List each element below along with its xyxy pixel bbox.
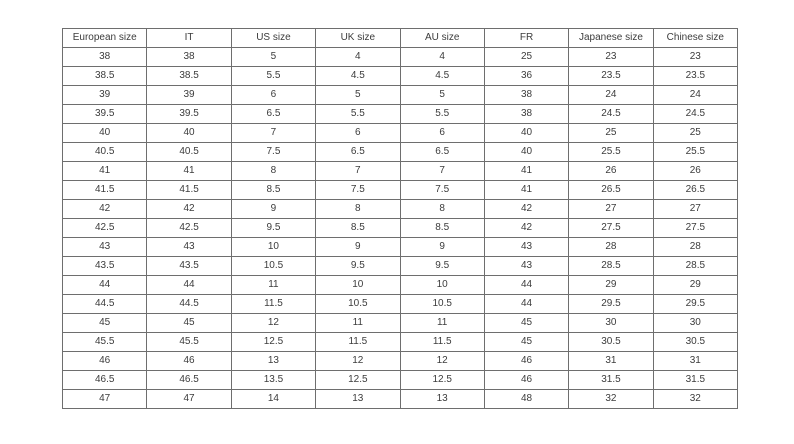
table-cell: 43.5 — [147, 257, 231, 276]
table-cell: 30 — [569, 314, 653, 333]
table-cell: 6.5 — [316, 143, 400, 162]
table-cell: 12.5 — [316, 371, 400, 390]
table-cell: 38.5 — [147, 67, 231, 86]
table-cell: 26 — [569, 162, 653, 181]
table-cell: 9.5 — [316, 257, 400, 276]
table-cell: 45 — [484, 333, 568, 352]
table-row — [63, 143, 738, 162]
column-header: European size — [63, 29, 147, 48]
table-cell: 40 — [484, 143, 568, 162]
table-cell: 25 — [569, 124, 653, 143]
table-cell: 41 — [63, 162, 147, 181]
table-cell: 7.5 — [400, 181, 484, 200]
table-cell: 26.5 — [569, 181, 653, 200]
table-row — [63, 124, 738, 143]
table-row — [63, 390, 738, 409]
table-cell: 28.5 — [653, 257, 737, 276]
table-cell: 28 — [653, 238, 737, 257]
table-cell: 9.5 — [231, 219, 315, 238]
table-cell: 45 — [484, 314, 568, 333]
table-cell: 46.5 — [63, 371, 147, 390]
table-cell: 5 — [231, 48, 315, 67]
table-cell: 31 — [653, 352, 737, 371]
table-cell: 30.5 — [653, 333, 737, 352]
table-row — [63, 276, 738, 295]
table-cell: 8.5 — [400, 219, 484, 238]
table-cell: 13.5 — [231, 371, 315, 390]
table-cell: 4.5 — [316, 67, 400, 86]
table-cell: 8.5 — [231, 181, 315, 200]
table-cell: 39 — [63, 86, 147, 105]
table-cell: 29 — [653, 276, 737, 295]
table-cell: 25 — [484, 48, 568, 67]
table-row — [63, 67, 738, 86]
table-cell: 7 — [231, 124, 315, 143]
table-cell: 5.5 — [231, 67, 315, 86]
table-cell: 24.5 — [653, 105, 737, 124]
table-cell: 6 — [400, 124, 484, 143]
table-cell: 5.5 — [400, 105, 484, 124]
table-cell: 12.5 — [231, 333, 315, 352]
table-row — [63, 181, 738, 200]
column-header: Chinese size — [653, 29, 737, 48]
table-cell: 48 — [484, 390, 568, 409]
size-conversion-table — [62, 28, 738, 409]
table-cell: 7 — [316, 162, 400, 181]
table-cell: 32 — [569, 390, 653, 409]
table-cell: 14 — [231, 390, 315, 409]
table-cell: 10 — [316, 276, 400, 295]
table-cell: 11 — [231, 276, 315, 295]
table-cell: 44 — [63, 276, 147, 295]
table-row — [63, 314, 738, 333]
table-row — [63, 48, 738, 67]
table-head — [63, 29, 738, 48]
table-cell: 11.5 — [316, 333, 400, 352]
table-cell: 6.5 — [400, 143, 484, 162]
table-row — [63, 105, 738, 124]
table-cell: 11.5 — [400, 333, 484, 352]
table-cell: 39.5 — [147, 105, 231, 124]
table-cell: 4 — [400, 48, 484, 67]
table-cell: 45 — [147, 314, 231, 333]
column-header: IT — [147, 29, 231, 48]
table-cell: 40.5 — [147, 143, 231, 162]
table-cell: 9 — [316, 238, 400, 257]
table-cell: 25.5 — [569, 143, 653, 162]
table-row — [63, 238, 738, 257]
table-cell: 43 — [147, 238, 231, 257]
table-cell: 46 — [147, 352, 231, 371]
table-cell: 42.5 — [147, 219, 231, 238]
table-cell: 42 — [484, 219, 568, 238]
table-row — [63, 86, 738, 105]
table-cell: 32 — [653, 390, 737, 409]
table-cell: 46 — [484, 352, 568, 371]
table-cell: 47 — [63, 390, 147, 409]
table-cell: 13 — [231, 352, 315, 371]
table-cell: 42 — [484, 200, 568, 219]
table-cell: 12 — [400, 352, 484, 371]
table-cell: 40 — [484, 124, 568, 143]
table-cell: 5.5 — [316, 105, 400, 124]
table-cell: 29.5 — [653, 295, 737, 314]
table-cell: 7.5 — [316, 181, 400, 200]
table-cell: 26 — [653, 162, 737, 181]
table-cell: 13 — [400, 390, 484, 409]
table-cell: 8.5 — [316, 219, 400, 238]
table-cell: 41 — [484, 162, 568, 181]
table-cell: 42 — [63, 200, 147, 219]
table-cell: 26.5 — [653, 181, 737, 200]
table-cell: 41 — [147, 162, 231, 181]
column-header: AU size — [400, 29, 484, 48]
table-cell: 6 — [231, 86, 315, 105]
table-cell: 40.5 — [63, 143, 147, 162]
table-cell: 46 — [63, 352, 147, 371]
column-header: US size — [231, 29, 315, 48]
table-cell: 12.5 — [400, 371, 484, 390]
table-cell: 10 — [231, 238, 315, 257]
table-cell: 38 — [484, 86, 568, 105]
table-cell: 27 — [653, 200, 737, 219]
table-cell: 25.5 — [653, 143, 737, 162]
table-cell: 42.5 — [63, 219, 147, 238]
table-cell: 43.5 — [63, 257, 147, 276]
table-cell: 11.5 — [231, 295, 315, 314]
table-cell: 36 — [484, 67, 568, 86]
table-cell: 44 — [484, 295, 568, 314]
table-cell: 44.5 — [147, 295, 231, 314]
table-cell: 23.5 — [569, 67, 653, 86]
table-row — [63, 257, 738, 276]
table-cell: 4.5 — [400, 67, 484, 86]
table-cell: 38 — [484, 105, 568, 124]
table-cell: 9 — [400, 238, 484, 257]
table-cell: 31.5 — [569, 371, 653, 390]
table-cell: 46.5 — [147, 371, 231, 390]
table-cell: 6 — [316, 124, 400, 143]
table-cell: 23 — [569, 48, 653, 67]
table-cell: 43 — [484, 238, 568, 257]
table-cell: 11 — [400, 314, 484, 333]
table-cell: 31.5 — [653, 371, 737, 390]
table-cell: 30 — [653, 314, 737, 333]
table-cell: 47 — [147, 390, 231, 409]
table-cell: 46 — [484, 371, 568, 390]
table-cell: 29 — [569, 276, 653, 295]
table-cell: 8 — [231, 162, 315, 181]
table-cell: 23 — [653, 48, 737, 67]
table-cell: 40 — [147, 124, 231, 143]
table-cell: 11 — [316, 314, 400, 333]
table-row — [63, 219, 738, 238]
table-cell: 12 — [231, 314, 315, 333]
table-cell: 44 — [147, 276, 231, 295]
table-cell: 10 — [400, 276, 484, 295]
table-cell: 9.5 — [400, 257, 484, 276]
table-body — [63, 48, 738, 409]
table-cell: 27.5 — [569, 219, 653, 238]
table-cell: 31 — [569, 352, 653, 371]
table-cell: 23.5 — [653, 67, 737, 86]
table-cell: 39.5 — [63, 105, 147, 124]
table-row — [63, 352, 738, 371]
header-row — [63, 29, 738, 48]
table-cell: 38 — [147, 48, 231, 67]
table-cell: 4 — [316, 48, 400, 67]
table-cell: 27.5 — [653, 219, 737, 238]
table-cell: 7.5 — [231, 143, 315, 162]
table-cell: 39 — [147, 86, 231, 105]
table-cell: 6.5 — [231, 105, 315, 124]
table-cell: 9 — [231, 200, 315, 219]
table-cell: 41.5 — [63, 181, 147, 200]
column-header: Japanese size — [569, 29, 653, 48]
table-cell: 45 — [63, 314, 147, 333]
table-cell: 45.5 — [63, 333, 147, 352]
table-cell: 44 — [484, 276, 568, 295]
table-cell: 28 — [569, 238, 653, 257]
table-cell: 25 — [653, 124, 737, 143]
table-cell: 5 — [316, 86, 400, 105]
table-cell: 5 — [400, 86, 484, 105]
table-row — [63, 162, 738, 181]
table-cell: 42 — [147, 200, 231, 219]
table-cell: 8 — [400, 200, 484, 219]
column-header: UK size — [316, 29, 400, 48]
table-cell: 10.5 — [231, 257, 315, 276]
table-row — [63, 295, 738, 314]
table-cell: 44.5 — [63, 295, 147, 314]
table-cell: 38.5 — [63, 67, 147, 86]
table-cell: 24 — [569, 86, 653, 105]
table-cell: 41.5 — [147, 181, 231, 200]
table-cell: 45.5 — [147, 333, 231, 352]
table-cell: 8 — [316, 200, 400, 219]
table-cell: 29.5 — [569, 295, 653, 314]
table-cell: 27 — [569, 200, 653, 219]
table-cell: 43 — [63, 238, 147, 257]
table-cell: 41 — [484, 181, 568, 200]
table-cell: 24.5 — [569, 105, 653, 124]
table-row — [63, 333, 738, 352]
table-cell: 38 — [63, 48, 147, 67]
table-row — [63, 371, 738, 390]
table-cell: 40 — [63, 124, 147, 143]
table-cell: 24 — [653, 86, 737, 105]
table-cell: 28.5 — [569, 257, 653, 276]
column-header: FR — [484, 29, 568, 48]
table-cell: 43 — [484, 257, 568, 276]
table-row — [63, 200, 738, 219]
table-cell: 10.5 — [400, 295, 484, 314]
table-cell: 10.5 — [316, 295, 400, 314]
table-cell: 7 — [400, 162, 484, 181]
table-cell: 12 — [316, 352, 400, 371]
table-cell: 30.5 — [569, 333, 653, 352]
table-cell: 13 — [316, 390, 400, 409]
